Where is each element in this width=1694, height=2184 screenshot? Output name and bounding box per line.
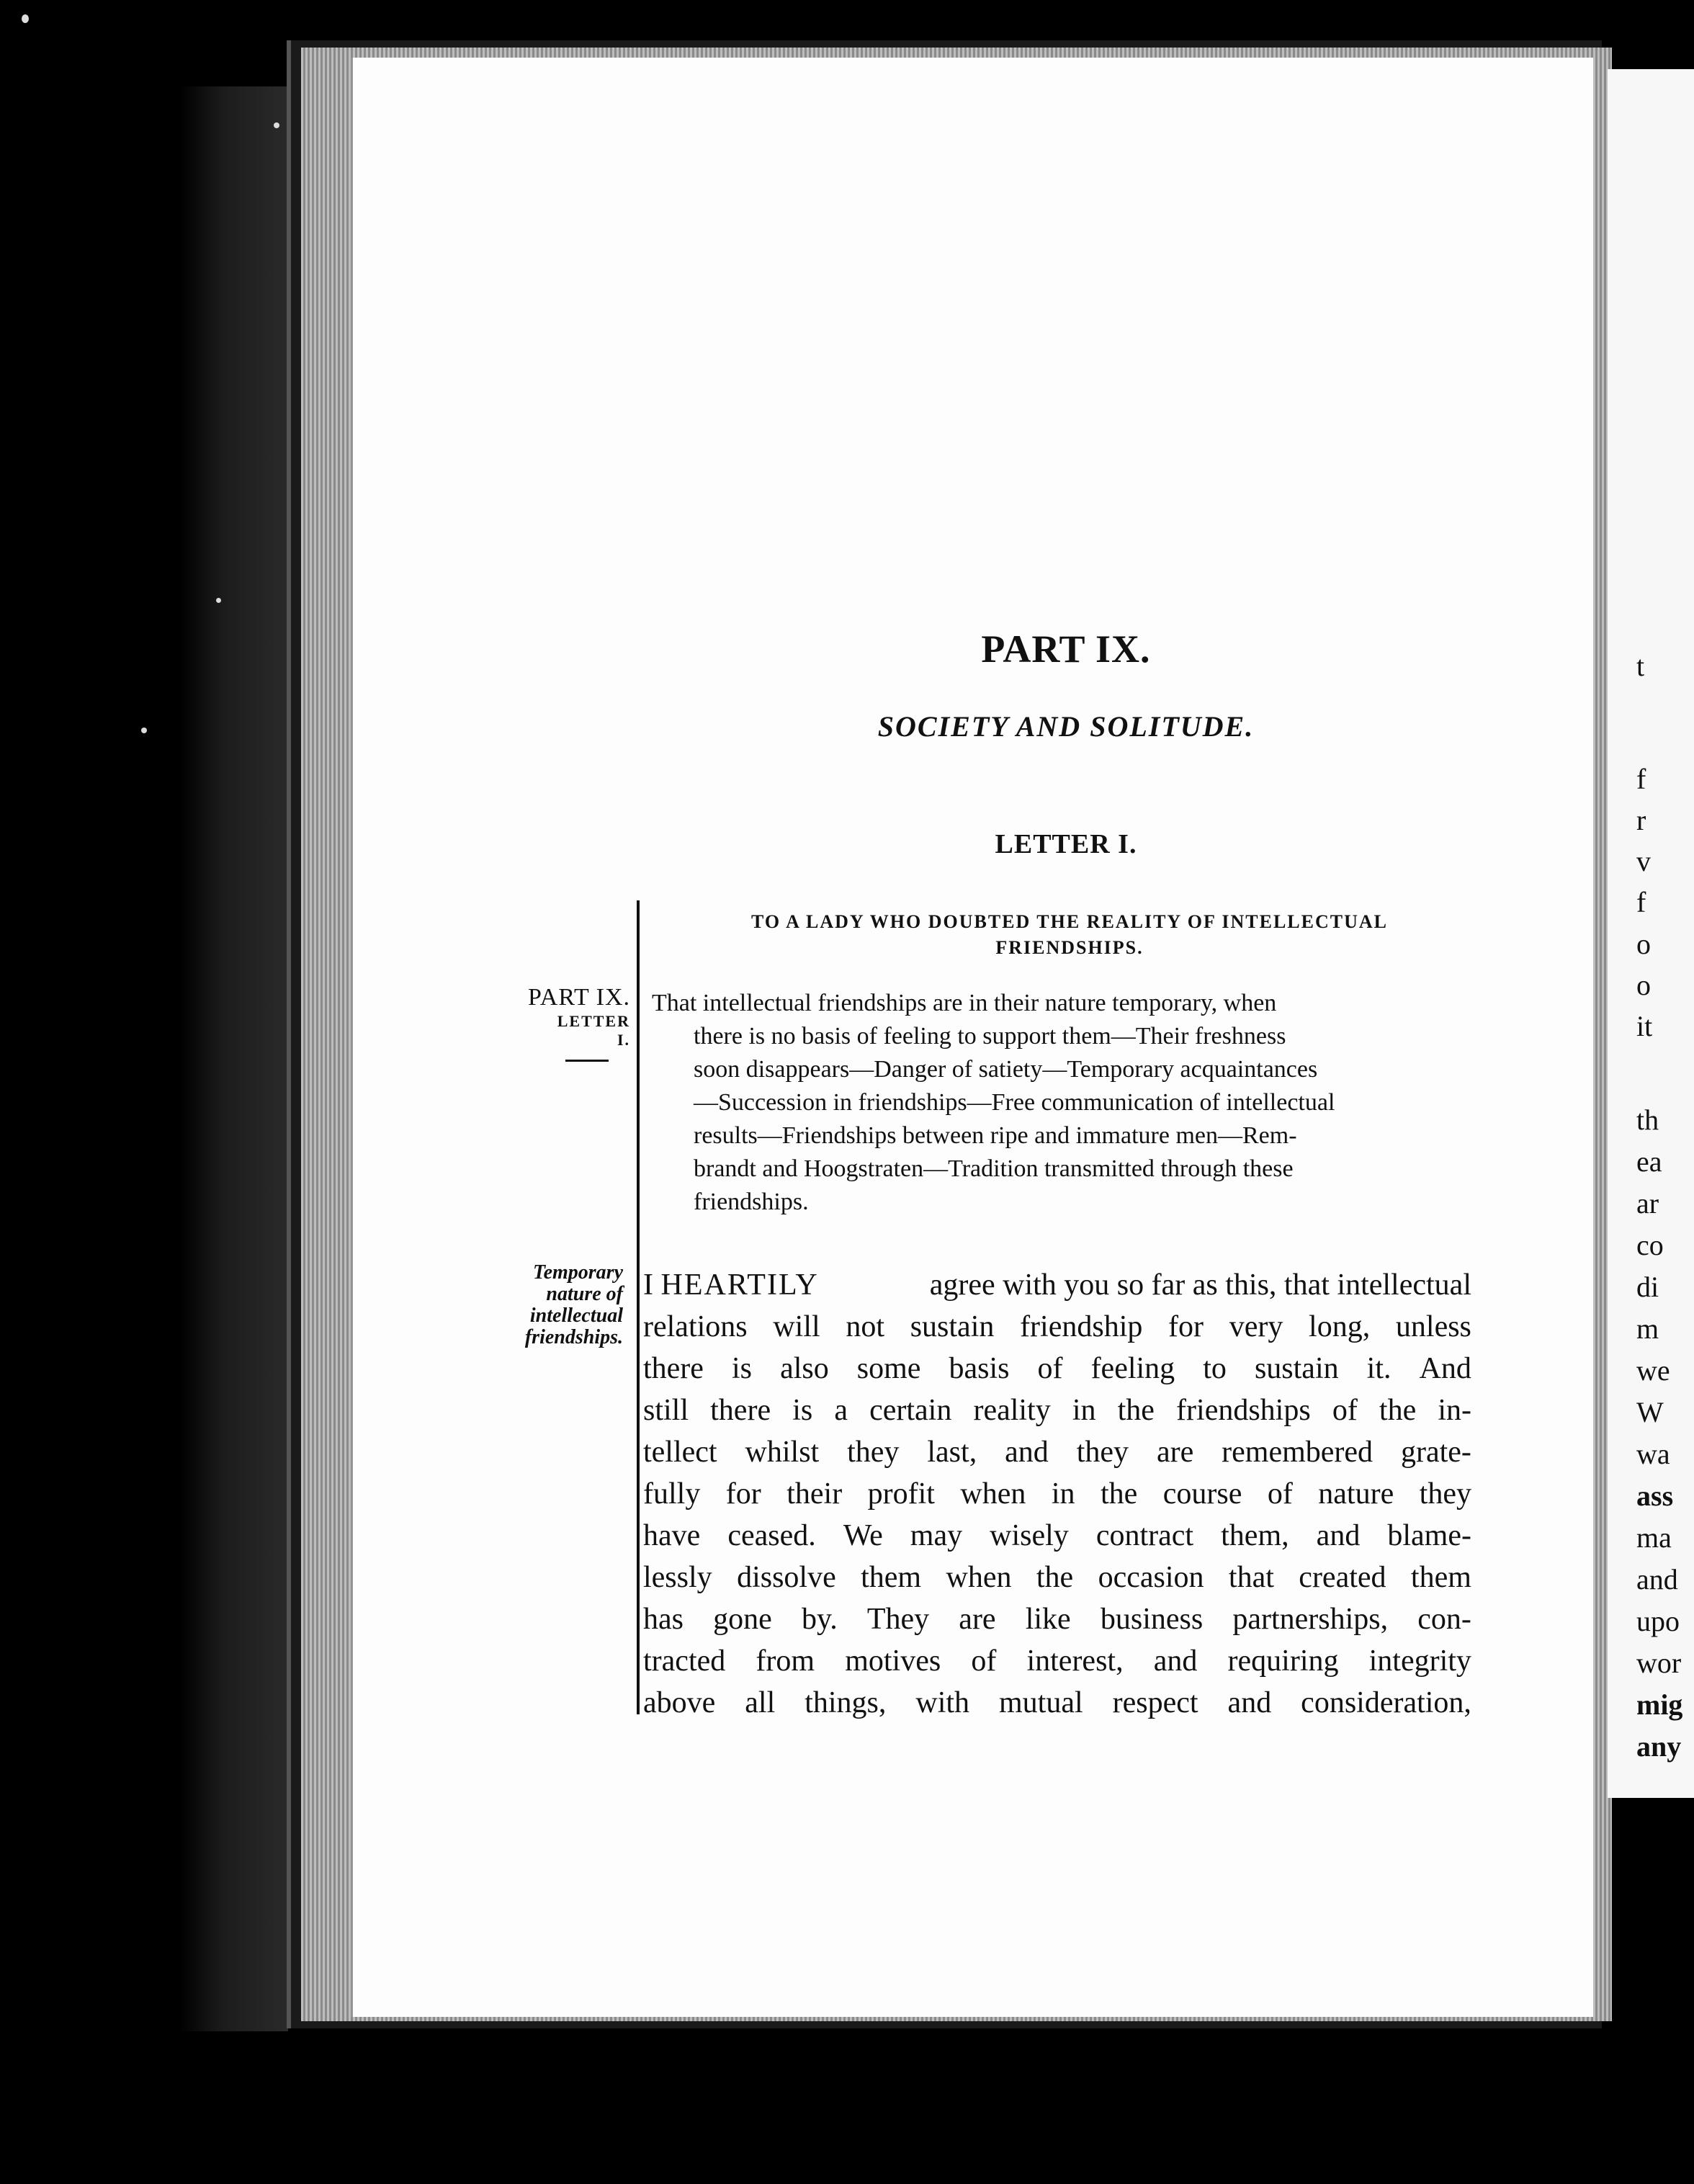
synopsis-line: —Succession in friendships—Free communication of intellectual [694,1089,1335,1116]
synopsis-line: there is no basis of feeling to support them—Their freshness [694,1023,1286,1050]
side-head-part: PART IX. [527,984,630,1011]
fragment: ea [1636,1145,1662,1178]
marginal-note-line: intellectual [529,1304,623,1327]
body-line: still there is a certain reality in the friendships of the in- [643,1394,1471,1427]
running-side-head [490,983,630,1062]
scan-speck [141,728,147,733]
body-line: there is also some basis of feeling to sustain it. And [643,1352,1471,1385]
section-title: SOCIETY AND SOLITUDE. [877,710,1255,743]
fragment: co [1636,1229,1664,1261]
marginal-note-line: nature of [546,1283,623,1305]
body-line: tracted from motives of interest, and requiring integrity [643,1644,1471,1678]
synopsis-line: That intellectual friendships are in their nature temporary, when [652,990,1277,1016]
synopsis-line: friendships. [694,1189,809,1215]
fragment: W [1636,1396,1664,1428]
fragment: di [1636,1271,1659,1303]
smallcaps-word: HEARTILY [660,1268,819,1302]
drop-word: I [643,1268,653,1302]
fragment: ass [1636,1480,1674,1512]
body-line-rest: agree with you so far as this, that intellectual [929,1268,1471,1302]
scan-speck [274,122,279,128]
dedication [663,909,1476,961]
fragment: v [1636,845,1651,877]
body-line: has gone by. They are like business partnerships, con- [643,1603,1471,1636]
fragment: o [1636,969,1651,1001]
side-head-dash [565,1060,609,1062]
part-title: PART IX. [981,627,1151,671]
fragment: ma [1636,1521,1672,1554]
fragment: wa [1636,1438,1670,1470]
dedication-line: TO A LADY WHO DOUBTED THE REALITY OF INTELLECTUAL [751,911,1388,932]
marginal-note-line: friendships. [524,1326,623,1348]
fragment: f [1636,763,1646,795]
book-spine-shadow [180,86,288,2031]
fragment: m [1636,1312,1659,1345]
synopsis-line: brandt and Hoogstraten—Tradition transmitted through these [694,1155,1294,1182]
body-line: above all things, with mutual respect and consideration, [643,1686,1471,1719]
fragment: it [1636,1010,1653,1042]
synopsis-line: results—Friendships between ripe and immature men—Rem- [694,1122,1297,1149]
fragment: f [1636,886,1646,918]
fragment: we [1636,1354,1670,1387]
fragment: any [1636,1730,1682,1763]
fragment: and [1636,1563,1678,1596]
scan-speck [216,598,221,603]
fragment: ar [1636,1187,1659,1219]
fragment: r [1636,804,1646,836]
marginal-note [475,1262,623,1348]
body-line: tellect whilst they last, and they are remembered grate- [643,1436,1471,1469]
side-head-letter: LETTER [557,1012,630,1030]
fragment: upo [1636,1605,1680,1637]
fragment: o [1636,928,1651,960]
body-line: lessly dissolve them when the occasion that created them [643,1561,1471,1594]
body-line: have ceased. We may wisely contract them, and blame- [643,1519,1471,1552]
fragment: wor [1636,1647,1682,1679]
side-head-number: I. [617,1031,630,1049]
body-text [643,1264,1471,1724]
chapter-synopsis [652,987,1473,1219]
fragment: th [1636,1104,1659,1136]
body-line: fully for their profit when in the course of nature they [643,1477,1471,1511]
dedication-line: FRIENDSHIPS. [995,937,1144,958]
body-line-first [643,1264,1471,1306]
scan-speck [22,14,29,23]
fragment: mig [1636,1688,1683,1721]
body-line: relations will not sustain friendship for very long, unless [643,1310,1471,1343]
marginal-note-line: Temporary [533,1261,623,1284]
synopsis-line: soon disappears—Danger of satiety—Temporary acquaintances [694,1056,1318,1083]
letter-title: LETTER I. [995,829,1137,859]
margin-rule [637,900,640,1714]
fragment: t [1636,650,1645,682]
